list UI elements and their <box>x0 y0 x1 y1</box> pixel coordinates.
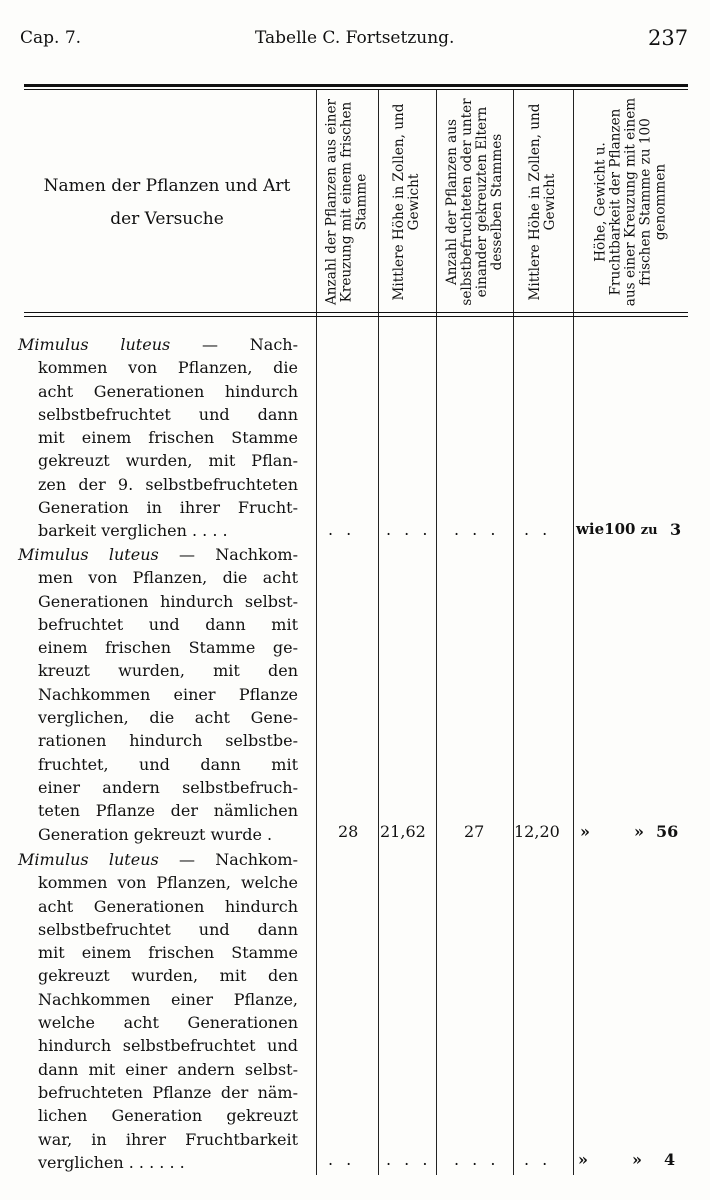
cell-crossed-height: . . . <box>386 1150 432 1169</box>
ratio-zu: zu <box>640 523 658 538</box>
table-row-description <box>18 543 298 846</box>
column-divider <box>316 90 317 1175</box>
cell-crossed-height: 21,62 <box>380 822 426 841</box>
column-divider <box>378 90 379 1175</box>
cell-self-height: . . <box>524 1150 552 1169</box>
column-header-line: Namen der Pflanzen und Art <box>43 176 291 196</box>
cell-self-count: . . . <box>454 1150 500 1169</box>
description-line: Generation in ihrer Frucht- <box>38 498 298 518</box>
column-header-text: Anzahl der Pflanzen aus einer Kreuzung mit einem frischen Stamme <box>323 98 370 306</box>
description-line: gekreuzt wurden, mit den <box>38 966 298 986</box>
column-header-crossed-count <box>318 96 376 308</box>
column-header-crossed-height <box>380 96 434 308</box>
description-line: acht Generationen hindurch <box>38 381 298 401</box>
description-line: acht Generationen hindurch <box>38 896 298 916</box>
description-line: hindurch selbstbefruchtet und <box>38 1036 298 1056</box>
description-text: — Nach- <box>202 335 299 354</box>
page-title: Tabelle C. Fortsetzung. <box>255 28 455 48</box>
cell-ratio-value: 3 <box>670 520 682 539</box>
ratio-base: 100 <box>604 520 636 538</box>
description-line: kommen von Pflanzen, die <box>38 358 298 378</box>
description-line: Generation gekreuzt wurde . <box>38 824 273 844</box>
description-line: verglichen, die acht Gene- <box>38 708 298 728</box>
description-line: welche acht Generationen <box>38 1013 298 1033</box>
table-row-description <box>18 848 298 1174</box>
description-line: fruchtet, und dann mit <box>38 754 298 774</box>
description-line: mit einem frischen Stamme <box>38 428 298 448</box>
description-line: gekreuzt wurden, mit Pflan- <box>38 451 298 471</box>
header-rule <box>24 316 688 317</box>
description-line <box>18 848 298 871</box>
cell-self-height: . . <box>524 520 552 539</box>
top-rule-thin <box>24 89 688 90</box>
description-line: men von Pflanzen, die acht <box>38 568 298 588</box>
description-line: rationen hindurch selbstbe- <box>38 731 298 751</box>
cell-self-count: . . . <box>454 520 500 539</box>
description-line: kommen von Pflanzen, welche <box>38 873 298 893</box>
cell-ratio-ditto: » <box>580 822 590 841</box>
column-divider <box>573 90 574 1175</box>
cell-self-count: 27 <box>464 822 485 841</box>
column-header-text: Anzahl der Pflanzen aus selbstbefruchteten oder unter einander gekreuzten Eltern desselben Stammes <box>444 98 505 306</box>
cell-ratio-ditto: » <box>634 822 644 841</box>
description-line: Nachkommen einer Pflanze, <box>38 989 298 1009</box>
description-line: Nachkommen einer Pflanze <box>38 684 298 704</box>
description-line <box>18 333 298 356</box>
description-line: mit einem frischen Stamme <box>38 943 298 963</box>
column-header-text: Mittlere Höhe in Zollen, und Gewicht <box>391 103 422 301</box>
description-line: kreuzt wurden, mit den <box>38 661 298 681</box>
cell-crossed-count: 28 <box>338 822 359 841</box>
cell-ratio-ditto: » <box>578 1150 588 1169</box>
description-line: einer andern selbstbefruch- <box>38 777 298 797</box>
page-header <box>0 0 710 60</box>
cell-self-height: 12,20 <box>514 822 560 841</box>
description-line: teten Pflanze der nämlichen <box>38 801 298 821</box>
header-rule <box>24 312 688 313</box>
cell-crossed-count: . . <box>328 520 356 539</box>
column-header-text: Mittlere Höhe in Zollen, und Gewicht <box>527 103 558 301</box>
description-line: dann mit einer andern selbst- <box>38 1059 298 1079</box>
description-line: selbstbefruchtet und dann <box>38 404 298 424</box>
description-line: lichen Generation gekreuzt <box>38 1106 298 1126</box>
species-name: Mimulus luteus <box>18 850 159 869</box>
cell-ratio-ditto: » <box>632 1150 642 1169</box>
page-number: 237 <box>648 26 689 50</box>
column-header-line: der Versuche <box>110 209 224 229</box>
species-name: Mimulus luteus <box>18 335 171 354</box>
column-header-ratio <box>575 96 687 308</box>
description-line: einem frischen Stamme ge- <box>38 638 298 658</box>
description-line <box>18 543 298 566</box>
column-header-names <box>22 170 312 236</box>
description-line: selbstbefruchtet und dann <box>38 919 298 939</box>
description-line: barkeit verglichen . . . . <box>38 521 228 541</box>
cell-ratio-prefix <box>576 520 658 538</box>
chapter-label: Cap. 7. <box>20 28 82 48</box>
table-row-description <box>18 333 298 543</box>
column-header-self-height <box>515 96 571 308</box>
species-name: Mimulus luteus <box>18 545 159 564</box>
cell-crossed-count: . . <box>328 1150 356 1169</box>
column-header-self-count <box>438 96 512 308</box>
column-divider <box>436 90 437 1175</box>
ratio-wie: wie <box>576 520 605 538</box>
description-line: verglichen . . . . . . <box>38 1152 185 1172</box>
description-line: befruchtet und dann mit <box>38 614 298 634</box>
cell-crossed-height: . . . <box>386 520 432 539</box>
cell-ratio-value: 56 <box>656 822 679 841</box>
description-text: — Nachkom- <box>179 545 299 564</box>
description-line: war, in ihrer Fruchtbarkeit <box>38 1129 298 1149</box>
cell-ratio-value: 4 <box>664 1150 676 1169</box>
description-text: — Nachkom- <box>179 850 299 869</box>
column-header-text: Höhe, Gewicht u. Fruchtbarkeit der Pflanzen aus einer Kreuzung mit einem frischen Stamme zu 100 genommen <box>592 97 669 307</box>
top-rule-thick <box>24 84 688 87</box>
description-line: befruchteten Pflanze der näm- <box>38 1082 298 1102</box>
description-line: zen der 9. selbstbefruchteten <box>38 474 298 494</box>
column-divider <box>513 90 514 1175</box>
description-line: Generationen hindurch selbst- <box>38 591 298 611</box>
